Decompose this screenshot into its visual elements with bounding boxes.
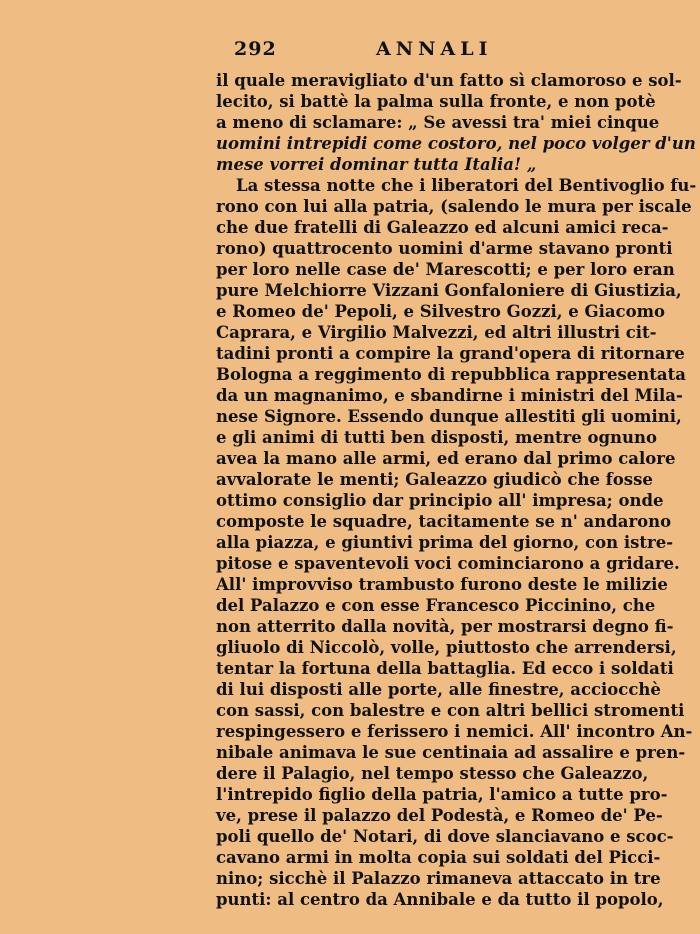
text-line: ottimo consiglio dar principio all' impresa; onde	[216, 491, 664, 510]
text-line: respingessero e ferissero i nemici. All' incontro An-	[216, 722, 693, 741]
text-line: nino; sicchè il Palazzo rimaneva attaccato in tre	[216, 869, 661, 888]
page-header	[216, 38, 640, 62]
text-line: nese Signore. Essendo dunque allestiti gli uomini,	[216, 407, 682, 426]
text-line: il quale meravigliato d'un fatto sì clamoroso e sol-	[216, 71, 682, 90]
text-line: mese vorrei dominar tutta Italia! „	[216, 155, 537, 174]
text-line: rono) quattrocento uomini d'arme stavano pronti	[216, 239, 673, 258]
text-line: pure Melchiorre Vizzani Gonfaloniere di Giustizia,	[216, 281, 682, 300]
text-line: cavano armi in molta copia sui soldati del Picci-	[216, 848, 661, 867]
text-line: che due fratelli di Galeazzo ed alcuni amici reca-	[216, 218, 669, 237]
running-head: ANNALI	[376, 38, 493, 60]
text-line: da un magnanimo, e sbandirne i ministri del Mila-	[216, 386, 683, 405]
text-line: non atterrito dalla novità, per mostrarsi degno fi-	[216, 617, 674, 636]
text-line: dere il Palagio, nel tempo stesso che Galeazzo,	[216, 764, 649, 783]
text-line: di lui disposti alle porte, alle finestre, acciocchè	[216, 680, 661, 699]
text-line: composte le squadre, tacitamente se n' andarono	[216, 512, 672, 531]
text-line: Bologna a reggimento di repubblica rappresentata	[216, 365, 686, 384]
text-line: tadini pronti a compire la grand'opera di ritornare	[216, 344, 685, 363]
text-line: con sassi, con balestre e con altri bellici stromenti	[216, 701, 685, 720]
text-line: a meno di sclamare: „ Se avessi tra' miei cinque	[216, 113, 660, 132]
text-line: nibale animava le sue centinaia ad assalire e pren-	[216, 743, 686, 762]
text-line: l'intrepido figlio della patria, l'amico a tutte pro-	[216, 785, 668, 804]
text-line: rono con lui alla patria, (salendo le mura per iscale	[216, 197, 692, 216]
text-line: poli quello de' Notari, di dove slanciavano e scoc-	[216, 827, 674, 846]
text-line: La stessa notte che i liberatori del Bentivoglio fu-	[236, 176, 697, 195]
text-line: e Romeo de' Pepoli, e Silvestro Gozzi, e Giacomo	[216, 302, 666, 321]
text-line: uomini intrepidi come costoro, nel poco volger d'un	[216, 134, 696, 153]
text-line: alla piazza, e giuntivi prima del giorno, con istre-	[216, 533, 674, 552]
text-line: lecito, si battè la palma sulla fronte, e non potè	[216, 92, 656, 111]
text-line: pitose e spaventevoli voci cominciarono a gridare.	[216, 554, 680, 573]
text-line: per loro nelle case de' Marescotti; e per loro eran	[216, 260, 675, 279]
text-line: avea la mano alle armi, ed erano dal primo calore	[216, 449, 676, 468]
text-line: tentar la fortuna della battaglia. Ed ecco i soldati	[216, 659, 674, 678]
text-line: e gli animi di tutti ben disposti, mentre ognuno	[216, 428, 658, 447]
text-line: All' improvviso trambusto furono deste le milizie	[216, 575, 668, 594]
text-line: avvalorate le menti; Galeazzo giudicò che fosse	[216, 470, 653, 489]
body-text	[216, 70, 697, 910]
text-line: punti: al centro da Annibale e da tutto il popolo,	[216, 890, 664, 909]
text-line: ve, prese il palazzo del Podestà, e Romeo de' Pe-	[216, 806, 663, 825]
text-line: del Palazzo e con esse Francesco Piccinino, che	[216, 596, 656, 615]
text-line: gliuolo di Niccolò, volle, piuttosto che arrendersi,	[216, 638, 677, 657]
text-line: Caprara, e Virgilio Malvezzi, ed altri illustri cit-	[216, 323, 657, 342]
page-number: 292	[234, 38, 277, 60]
